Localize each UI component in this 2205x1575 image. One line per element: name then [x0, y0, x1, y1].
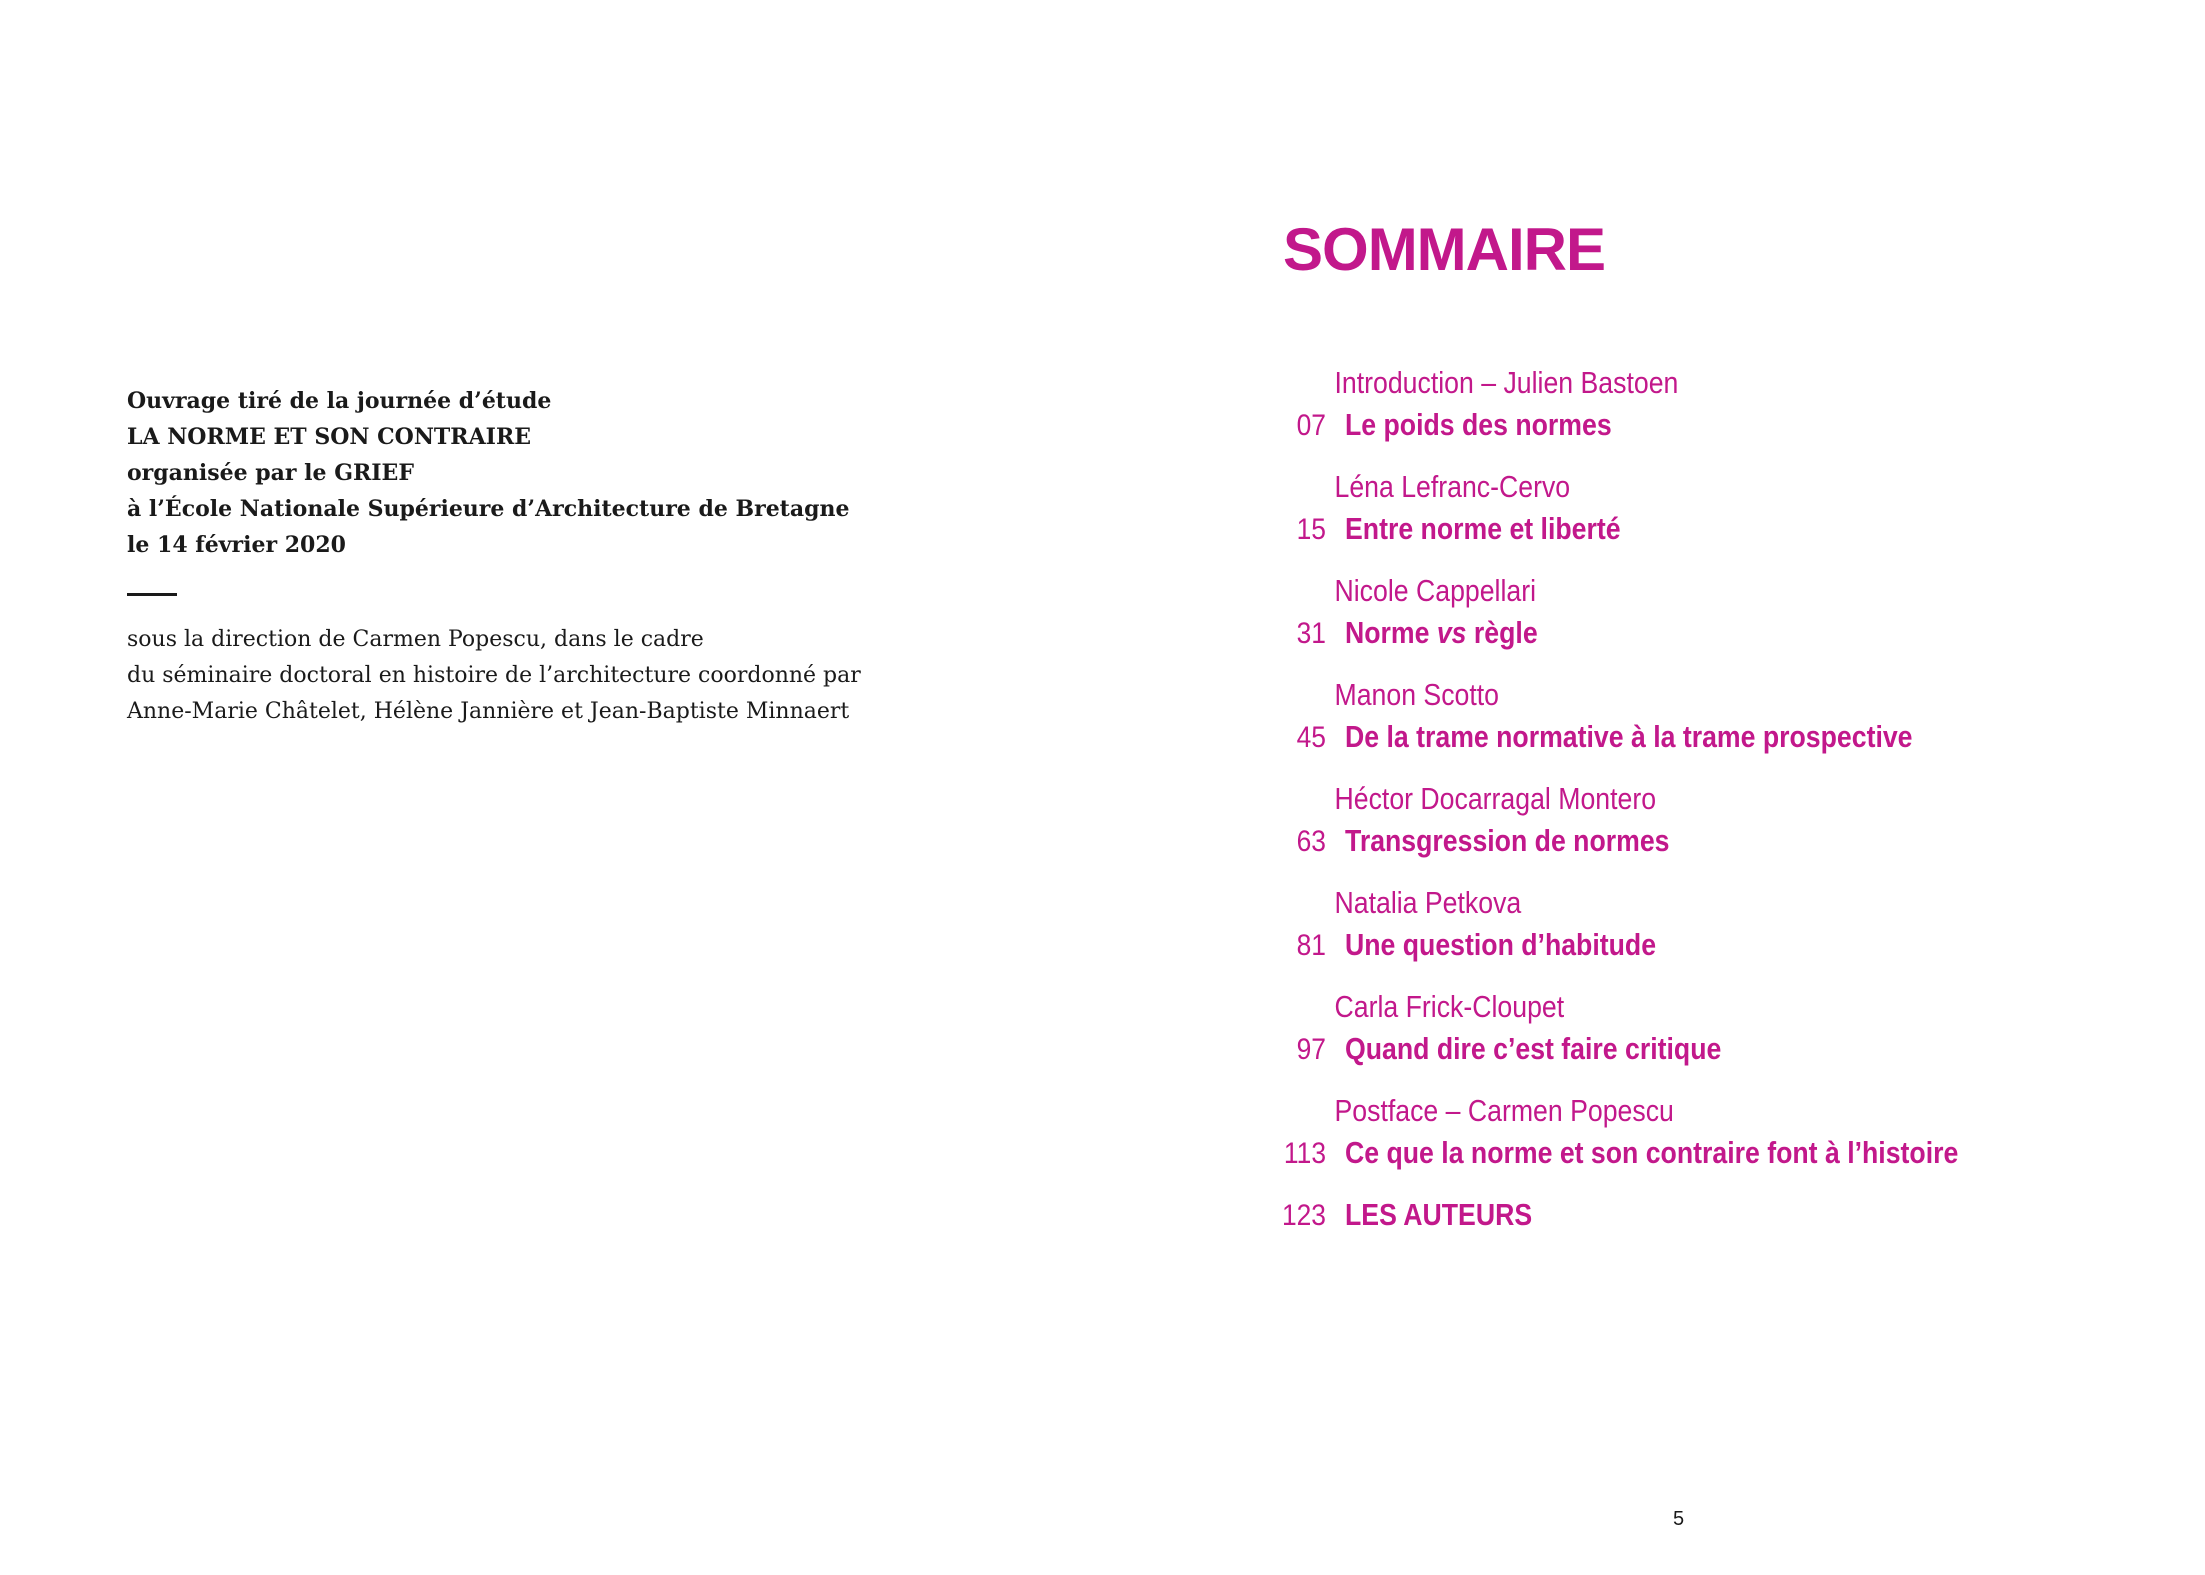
toc-title-emphasis: vs: [1436, 615, 1467, 650]
toc-author: Introduction – Julien Bastoen: [1334, 365, 1679, 400]
direction-info-line: Anne-Marie Châtelet, Hélène Jannière et Jean-Baptiste Minnaert: [127, 699, 850, 724]
toc-author: Postface – Carmen Popescu: [1334, 1093, 1674, 1128]
toc-entry[interactable]: [1270, 570, 2170, 654]
toc-title: LES AUTEURS: [1345, 1197, 1533, 1232]
toc-page-number: 97: [1296, 1033, 1326, 1066]
toc-entry[interactable]: [1270, 674, 2170, 758]
toc-title: Quand dire c’est faire critique: [1345, 1031, 1722, 1066]
toc-title: [1345, 612, 1538, 654]
event-info-line: Ouvrage tiré de la journée d’étude: [127, 388, 552, 414]
toc-page-number: 45: [1296, 721, 1326, 754]
toc-line: [1270, 612, 2170, 654]
toc-author: Léna Lefranc-Cervo: [1334, 469, 1571, 504]
colophon: [127, 383, 927, 730]
toc-page-number: 113: [1283, 1137, 1326, 1170]
toc-page-number: 15: [1296, 513, 1326, 546]
divider: [127, 593, 177, 596]
toc-page-number: 63: [1296, 825, 1326, 858]
toc-line: [1270, 716, 2170, 758]
event-info-line: organisée par le GRIEF: [127, 460, 414, 486]
direction-info: [127, 622, 927, 730]
toc-title: Transgression de normes: [1345, 823, 1670, 858]
toc-author: Carla Frick-Cloupet: [1334, 989, 1565, 1024]
toc-title-part: règle: [1466, 615, 1538, 650]
table-of-contents: [1270, 362, 2170, 1256]
toc-line: [1270, 1028, 2170, 1070]
toc-page-number: 123: [1281, 1199, 1326, 1232]
toc-entry[interactable]: [1270, 778, 2170, 862]
toc-title-part: Norme: [1345, 615, 1437, 650]
direction-info-line: sous la direction de Carmen Popescu, dans le cadre: [127, 627, 704, 652]
toc-title: Entre norme et liberté: [1345, 511, 1621, 546]
toc-line: [1270, 1194, 2170, 1236]
toc-page-number: 31: [1296, 617, 1326, 650]
page-title: SOMMAIRE: [1283, 216, 1605, 283]
toc-author: Héctor Docarragal Montero: [1334, 781, 1657, 816]
toc-line: [1270, 820, 2170, 862]
event-info-line: le 14 février 2020: [127, 532, 346, 558]
toc-entry[interactable]: [1270, 882, 2170, 966]
toc-entry[interactable]: [1270, 1090, 2170, 1174]
toc-line: [1270, 508, 2170, 550]
toc-title: De la trame normative à la trame prospective: [1345, 719, 1913, 754]
toc-line: [1270, 1132, 2170, 1174]
event-info-line: LA NORME ET SON CONTRAIRE: [127, 424, 532, 450]
toc-line: [1270, 404, 2170, 446]
toc-line: [1270, 924, 2170, 966]
toc-author: Nicole Cappellari: [1334, 573, 1537, 608]
toc-page-number: 07: [1296, 409, 1326, 442]
event-info-line: à l’École Nationale Supérieure d’Architecture de Bretagne: [127, 496, 850, 522]
toc-entry[interactable]: [1270, 466, 2170, 550]
toc-title: Ce que la norme et son contraire font à l’histoire: [1345, 1135, 1959, 1170]
toc-entry[interactable]: [1270, 986, 2170, 1070]
toc-author: Manon Scotto: [1334, 677, 1500, 712]
toc-title: Le poids des normes: [1345, 407, 1612, 442]
toc-title: Une question d’habitude: [1345, 927, 1657, 962]
direction-info-line: du séminaire doctoral en histoire de l’architecture coordonné par: [127, 663, 861, 688]
toc-entry[interactable]: [1270, 362, 2170, 446]
toc-entry[interactable]: [1270, 1194, 2170, 1236]
toc-page-number: 81: [1296, 929, 1326, 962]
event-info: [127, 383, 927, 563]
page-number: 5: [1673, 1508, 1685, 1530]
toc-author: Natalia Petkova: [1334, 885, 1522, 920]
